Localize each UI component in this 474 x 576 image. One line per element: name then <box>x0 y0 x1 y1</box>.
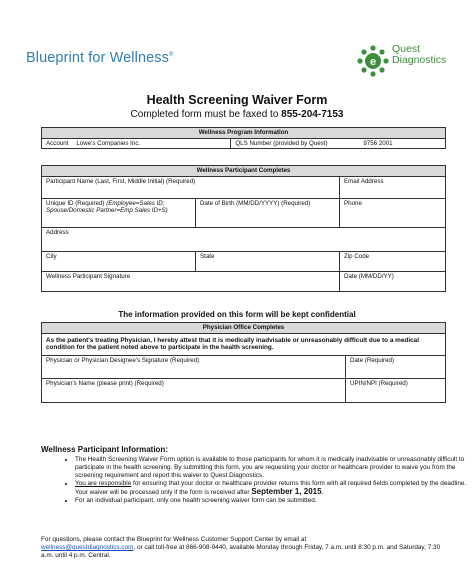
fax-number: 855-204-7153 <box>281 109 344 120</box>
program-info-table <box>41 127 446 149</box>
zip-field[interactable]: Zip Code <box>340 251 446 271</box>
list-item: • For an individual participant, only one health screening waiver form can be submitted. <box>75 497 474 505</box>
state-field[interactable]: State <box>196 251 340 271</box>
quest-logo-icon <box>356 44 390 78</box>
unique-id-field[interactable]: Unique ID (Required) (Employee=Sales ID; Spouse/Domestic Partner=Emp Sales ID+S) <box>42 198 196 227</box>
quest-diagnostics-logo <box>356 44 456 80</box>
footer-contact: For questions, please contact the Blueprint for Wellness Customer Support Center by email at wellness@questdiagnostics.com, or call toll-free at 866-908-9440, available Monday through Friday, 7 a.m. until 8:30 p.m. and Saturday, 7:30 a.m. until 4 p.m. Central. <box>41 536 441 559</box>
form-title: Health Screening Waiver Form <box>146 93 328 107</box>
physician-attestation: As the patient's treating Physician, I hereby attest that it is medically inadvisable or unreasonably difficult due to a medical condition for the patient noted above to participate in the health screening. <box>42 333 446 355</box>
svg-text:e: e <box>369 56 377 68</box>
physician-table <box>41 322 446 403</box>
phone-field[interactable]: Phone <box>340 198 446 227</box>
qls-label: QLS Number (provided by Quest) <box>231 138 360 149</box>
form-subtitle: Completed form must be faxed to 855-204-7153 <box>130 109 344 120</box>
quest-logo-text: Quest Diagnostics <box>392 43 447 66</box>
upin-npi-field[interactable]: UPIN/NPI (Required) <box>346 378 446 402</box>
participant-table <box>41 165 446 292</box>
support-email-link[interactable]: wellness@questdiagnostics.com <box>41 544 134 551</box>
list-item: • The Health Screening Waiver Form option is available to those participants for whom it is medically inadvisable or unreasonably difficult to participate in the health screening. By submitting this form, you are requesting your doctor or healthcare provider to waive you from the screening requirement and report this waiver to Quest Diagnostics. <box>75 456 474 480</box>
email-field[interactable]: Email Address <box>340 176 446 198</box>
qls-value: 9756 2001 <box>359 138 445 149</box>
physician-signature-field[interactable]: Physician or Physician Designee's Signature (Required) <box>42 355 346 378</box>
physician-name-field[interactable]: Physician's Name (please print) (Required) <box>42 378 346 402</box>
account-value: Lowe's Companies Inc. <box>72 138 231 149</box>
list-item: • You are responsible for ensuring that your doctor or healthcare provider returns this form with all required fields completed by the deadline. Your waiver will be processed only if the form is received after September 1, 2015. <box>75 480 474 497</box>
participant-date-field[interactable]: Date (MM/DD/YY) <box>340 271 446 291</box>
program-info-heading: Wellness Program Information <box>42 128 446 139</box>
city-field[interactable]: City <box>42 251 196 271</box>
blueprint-logo: Blueprint for Wellness® <box>26 50 174 66</box>
confidential-note: The information provided on this form will be kept confidential <box>118 310 356 319</box>
info-title: Wellness Participant Information: <box>41 445 168 454</box>
physician-date-field[interactable]: Date (Required) <box>346 355 446 378</box>
account-label: Account <box>42 138 73 149</box>
address-field[interactable]: Address <box>42 227 446 251</box>
info-list <box>41 456 474 505</box>
dob-field[interactable]: Date of Birth (MM/DD/YYYY) (Required) <box>196 198 340 227</box>
participant-heading: Wellness Participant Completes <box>42 166 446 177</box>
participant-signature-field[interactable]: Wellness Participant Signature <box>42 271 340 291</box>
physician-heading: Physician Office Completes <box>42 323 446 334</box>
participant-name-field[interactable]: Participant Name (Last, First, Middle Initial) (Required) <box>42 176 340 198</box>
